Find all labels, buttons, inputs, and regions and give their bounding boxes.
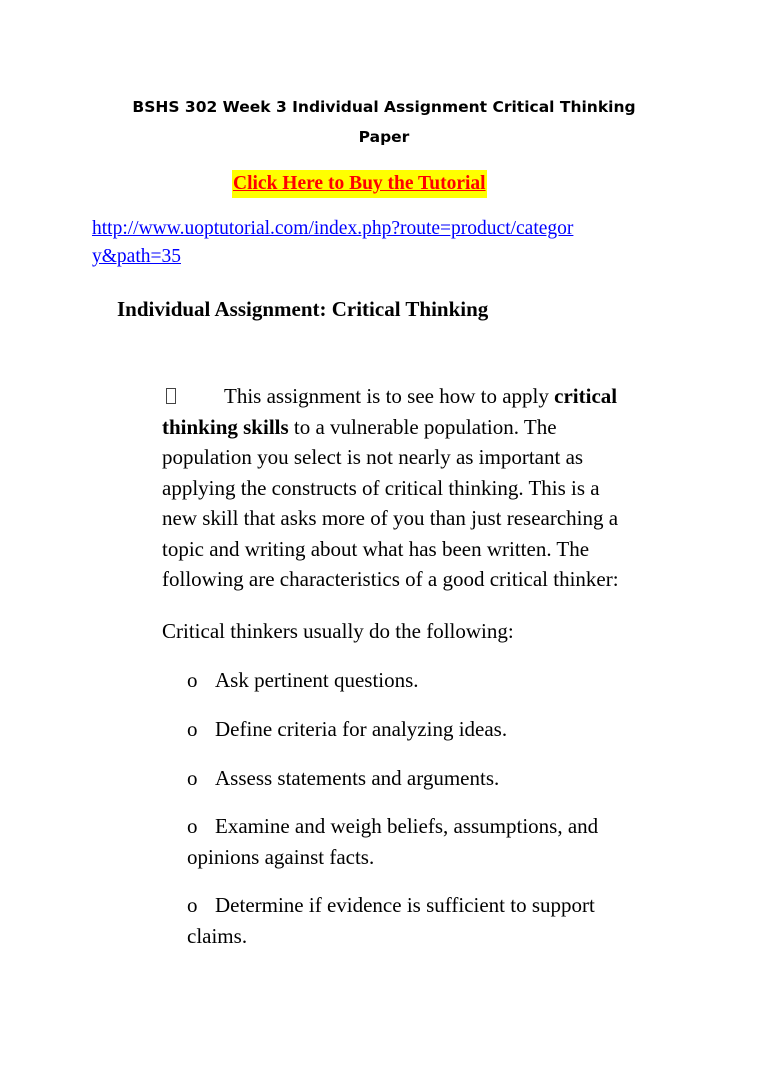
url-line-2[interactable]: y&path=35: [92, 246, 181, 267]
title-line-2: Paper: [358, 128, 410, 146]
list-marker: o: [187, 668, 198, 692]
section-heading: Individual Assignment: Critical Thinking: [117, 297, 489, 321]
list-item: o Examine and weigh beliefs, assumptions, and opinions against facts.: [187, 811, 598, 872]
list-marker: o: [187, 766, 198, 790]
list-item: o Assess statements and arguments.: [187, 763, 499, 794]
list-marker: o: [187, 814, 198, 838]
list-marker: o: [187, 717, 198, 741]
url-line-1[interactable]: http://www.uoptutorial.com/index.php?route=product/categor: [92, 218, 574, 239]
list-item: o Determine if evidence is sufficient to support claims.: [187, 890, 595, 951]
tutorial-url-link[interactable]: [92, 215, 573, 271]
list-item: o Ask pertinent questions.: [187, 665, 419, 696]
list-item: o Define criteria for analyzing ideas.: [187, 714, 507, 745]
document-title: [0, 92, 768, 152]
intro-paragraph: This assignment is to see how to apply critical thinking skills to a vulnerable population. The population you select is not nearly as important as applying the constructs of critical thinking. This is a new skill that asks more of you than just researching a topic and writing about what has been written. The following are characteristics of a good critical thinker:: [162, 384, 619, 591]
title-line-1: BSHS 302 Week 3 Individual Assignment Critical Thinking: [132, 98, 636, 116]
missing-glyph-bullet-icon: [166, 388, 176, 404]
list-marker: o: [187, 893, 198, 917]
buy-tutorial-link[interactable]: Click Here to Buy the Tutorial: [232, 170, 487, 198]
list-subheading: Critical thinkers usually do the following:: [162, 619, 514, 643]
